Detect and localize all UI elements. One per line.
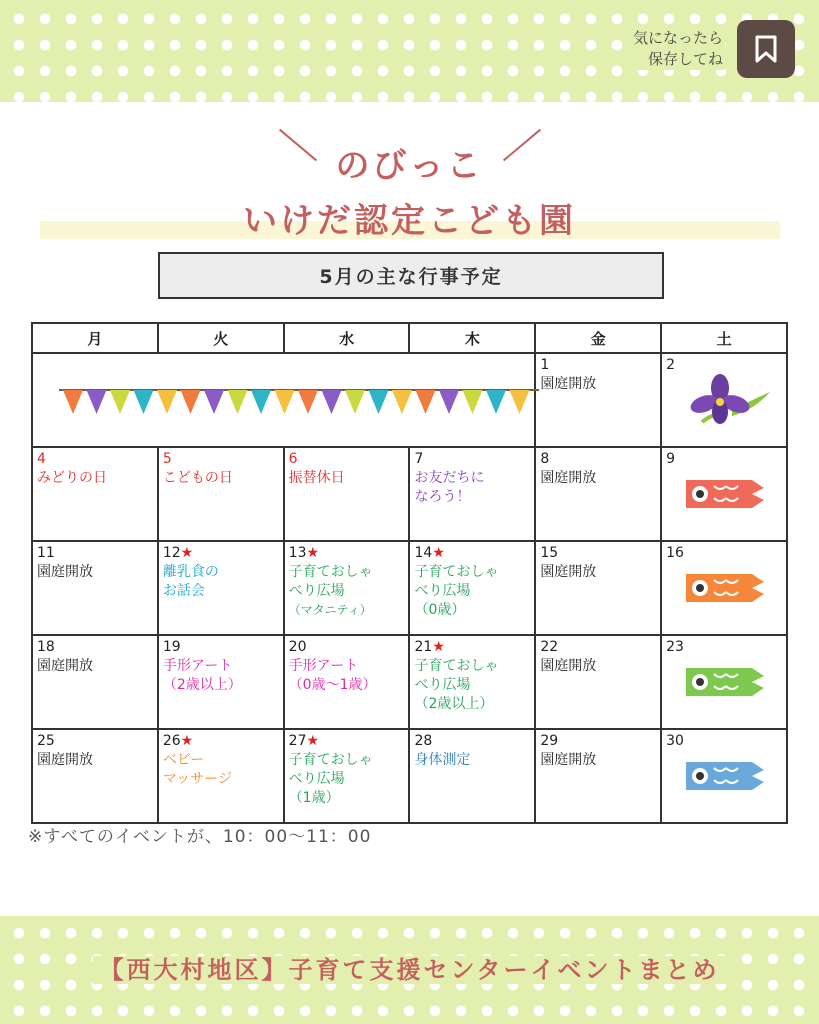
right-slash-decoration: [502, 129, 540, 161]
event-text: （2歳以上）: [414, 696, 494, 712]
event-text: マッサージ: [162, 771, 232, 787]
bunting-flag: [486, 390, 506, 414]
day-cell-18: [32, 635, 158, 729]
subtitle: 5月の主な行事予定: [319, 266, 503, 288]
bunting-flag: [298, 390, 318, 414]
title-line-1-wrap: [336, 138, 484, 187]
event-text: 園庭開放: [540, 376, 597, 392]
star-icon: ★: [432, 545, 445, 561]
event-text: 園庭開放: [540, 564, 597, 580]
day-cell-19: [158, 635, 284, 729]
day-number: 1: [540, 357, 550, 373]
event-text: 園庭開放: [540, 658, 597, 674]
bunting-flag: [251, 390, 271, 414]
day-number: 21: [414, 639, 433, 655]
title-block: [0, 138, 819, 247]
day-number-with-star: [289, 544, 405, 563]
event-text: 子育ておしゃ: [288, 564, 373, 580]
day-cell-26: [158, 729, 284, 823]
bunting-flag: [463, 390, 483, 414]
event-text: 手形アート: [288, 658, 359, 674]
day-number: 19: [162, 639, 181, 655]
bunting-flag: [439, 390, 459, 414]
day-number: 6: [288, 451, 298, 467]
day-cell-20: [284, 635, 410, 729]
bunting-garland-icon: [59, 384, 539, 424]
star-icon: ★: [306, 545, 320, 561]
event-text: （1歳）: [288, 790, 340, 806]
day-cell-8: [535, 447, 661, 541]
day-cell-12: [158, 541, 284, 635]
day-cell-6: [284, 447, 410, 541]
bunting-flag: [322, 390, 342, 414]
day-number: 9: [666, 451, 676, 467]
week-row-5: [32, 729, 787, 823]
event-text: べり広場: [288, 583, 345, 599]
event-text: 園庭開放: [540, 470, 597, 486]
day-number: 2: [666, 357, 676, 373]
star-icon: ★: [180, 733, 194, 749]
day-number: 7: [414, 451, 424, 467]
blue-carp-streamer-icon: [682, 756, 766, 796]
week-row-4: [32, 635, 787, 729]
day-cell-9: [661, 447, 787, 541]
time-note: ※すべてのイベントが、10：00〜11：00: [28, 827, 372, 847]
star-icon: ★: [180, 545, 194, 561]
day-number: 25: [37, 733, 55, 749]
event-text: （マタニティ）: [288, 603, 372, 617]
star-icon: ★: [432, 639, 445, 655]
save-line-1: 気になったら: [632, 29, 723, 47]
weekday-header-row: [32, 323, 787, 353]
weekday-thu: 木: [409, 323, 535, 353]
bunting-flag: [392, 390, 412, 414]
footer-title: [0, 950, 819, 985]
day-number: 15: [540, 545, 559, 561]
weekday-wed: 水: [284, 323, 410, 353]
bunting-flag: [369, 390, 389, 414]
day-cell-22: [535, 635, 661, 729]
day-cell-1: [535, 353, 661, 447]
bookmark-icon: [754, 35, 778, 63]
event-text: ベビー: [162, 752, 205, 768]
day-number: 12: [162, 545, 181, 561]
event-calendar: [31, 322, 788, 824]
day-cell-2: [661, 353, 787, 447]
event-text: べり広場: [414, 677, 471, 693]
day-number: 26: [162, 733, 181, 749]
day-number: 16: [666, 545, 684, 561]
event-text: 子育ておしゃ: [414, 658, 499, 674]
day-cell-16: [661, 541, 787, 635]
weekday-fri: 金: [535, 323, 661, 353]
iris-flower-icon: [682, 370, 772, 432]
day-cell-25: [32, 729, 158, 823]
bunting-flag: [87, 390, 107, 414]
save-line-2: 保存してね: [647, 50, 723, 68]
day-cell-27: [284, 729, 410, 823]
day-number-with-star: [414, 544, 530, 563]
event-text: こどもの日: [162, 470, 233, 486]
save-reminder: [631, 20, 795, 78]
bunting-cell: [32, 353, 535, 447]
event-text: べり広場: [288, 771, 345, 787]
bunting-flag: [416, 390, 436, 414]
day-number: 14: [414, 545, 433, 561]
event-text: 園庭開放: [37, 658, 93, 674]
event-text: 園庭開放: [540, 752, 597, 768]
subtitle-box: [158, 252, 664, 299]
day-number: 18: [37, 639, 55, 655]
day-number: 8: [540, 451, 550, 467]
weekday-mon: 月: [32, 323, 158, 353]
day-cell-23: [661, 635, 787, 729]
title-line-2: いけだ認定こども園: [243, 201, 576, 241]
bunting-flag: [110, 390, 130, 414]
day-number: 27: [288, 733, 307, 749]
event-text: 離乳食の: [162, 564, 219, 580]
bunting-flag: [134, 390, 154, 414]
day-number: 29: [540, 733, 559, 749]
event-text: お話会: [162, 583, 205, 599]
day-number: 4: [37, 451, 46, 467]
bookmark-button[interactable]: [737, 20, 795, 78]
day-number: 13: [288, 545, 307, 561]
day-cell-5: [158, 447, 284, 541]
day-cell-29: [535, 729, 661, 823]
bunting-flag: [275, 390, 295, 414]
day-cell-11: [32, 541, 158, 635]
orange-carp-streamer-icon: [682, 568, 766, 608]
day-number: 23: [666, 639, 684, 655]
event-text: なろう！: [414, 489, 471, 505]
day-cell-4: [32, 447, 158, 541]
day-number: 22: [540, 639, 559, 655]
day-number-with-star: [163, 732, 279, 751]
event-text: お友だちに: [414, 470, 485, 486]
bunting-flag: [345, 390, 365, 414]
footer-title-text: 【西大村地区】子育て支援センターイベントまとめ: [93, 956, 725, 984]
bunting-flag: [63, 390, 83, 414]
day-number-with-star: [163, 544, 279, 563]
event-text: 手形アート: [162, 658, 233, 674]
week-row-1: [32, 353, 787, 447]
day-cell-30: [661, 729, 787, 823]
week-row-3: [32, 541, 787, 635]
day-cell-28: [409, 729, 535, 823]
day-number-with-star: [289, 732, 405, 751]
event-text: 園庭開放: [37, 752, 93, 768]
week-row-2: [32, 447, 787, 541]
day-number: 20: [288, 639, 307, 655]
day-number-with-star: [414, 638, 530, 657]
event-text: べり広場: [414, 583, 471, 599]
day-cell-7: [409, 447, 535, 541]
day-cell-13: [284, 541, 410, 635]
event-text: 子育ておしゃ: [288, 752, 373, 768]
bunting-flag: [157, 390, 177, 414]
event-text: （2歳以上）: [162, 677, 242, 693]
day-number: 5: [162, 451, 172, 467]
day-number: 11: [37, 545, 55, 561]
weekday-tue: 火: [158, 323, 284, 353]
star-icon: ★: [306, 733, 320, 749]
bunting-flag: [181, 390, 201, 414]
left-slash-decoration: [278, 129, 316, 161]
event-text: （0歳）: [414, 602, 466, 618]
bunting-flag: [204, 390, 224, 414]
event-text: （0歳〜1歳）: [288, 677, 377, 693]
title-line-1: のびっこ: [335, 146, 484, 186]
save-reminder-text: [631, 28, 725, 70]
event-text: みどりの日: [37, 470, 107, 486]
weekday-sat: 土: [661, 323, 787, 353]
bunting-flag: [228, 390, 248, 414]
day-cell-15: [535, 541, 661, 635]
bunting-flag: [510, 390, 530, 414]
event-text: 身体測定: [414, 752, 471, 768]
day-number: 30: [666, 733, 684, 749]
event-text: 振替休日: [288, 470, 345, 486]
day-cell-14: [409, 541, 535, 635]
event-text: 園庭開放: [37, 564, 93, 580]
green-carp-streamer-icon: [682, 662, 766, 702]
event-text: 子育ておしゃ: [414, 564, 499, 580]
day-number: 28: [414, 733, 433, 749]
day-cell-21: [409, 635, 535, 729]
red-carp-streamer-icon: [682, 474, 766, 514]
